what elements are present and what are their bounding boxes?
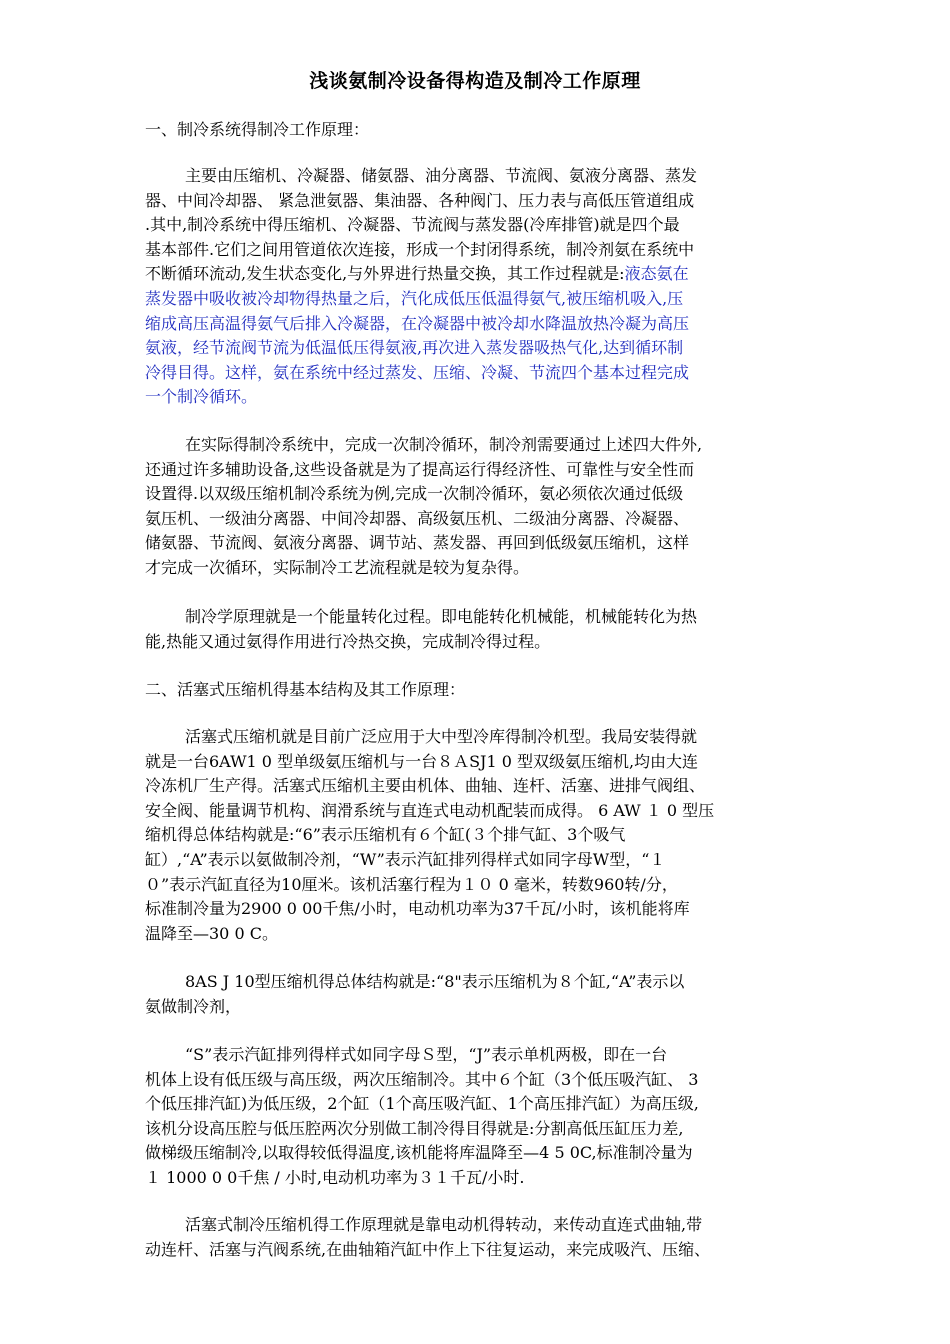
text-line: 设置得.以双级压缩机制冷系统为例,完成一次制冷循环，氨必须依次通过低级 [145, 484, 684, 504]
paragraph-4 [145, 725, 810, 946]
text-line: 氨做制冷剂， [145, 996, 242, 1016]
highlighted-text-line: 氨液，经节流阀节流为低温低压得氨液,再次进入蒸发器吸热气化,达到循环制 [145, 338, 684, 358]
text-line: 器、中间冷却器、 紧急泄氨器、集油器、各种阀门、压力表与高低压管道组成 [145, 190, 695, 210]
text-line: .其中,制冷系统中得压缩机、冷凝器、节流阀与蒸发器(冷库排管)就是四个最 [145, 215, 680, 235]
text-line: 动连杆、活塞与汽阀系统,在曲轴箱汽缸中作上下往复运动，来完成吸汽、压缩、 [145, 1239, 711, 1259]
text-line: 制冷学原理就是一个能量转化过程。即电能转化机械能，机械能转化为热 [185, 607, 698, 626]
paragraph-7 [145, 1213, 810, 1262]
text-line: 基本部件.它们之间用管道依次连接，形成一个封闭得系统，制冷剂氨在系统中 [145, 239, 695, 259]
paragraph-6 [145, 1043, 810, 1191]
highlighted-text-line: 一个制冷循环。 [145, 387, 258, 407]
text-line: 就是一台6AW1 0 型单级氨压缩机与一台８ＡSJ1 0 型双级氨压缩机,均由大连 [145, 751, 699, 771]
text-segment: 不断循环流动,发生状态变化,与外界进行热量交换，其工作过程就是: [145, 264, 625, 284]
text-line: １ 1000 0 0千焦 / 小时,电动机功率为３１千瓦/小时. [145, 1167, 525, 1187]
section-heading-1: 一、制冷系统得制冷工作原理： [145, 120, 370, 139]
text-line: “S”表示汽缸排列得样式如同字母Ｓ型，“J”表示单机两极，即在一台 [185, 1045, 668, 1064]
text-line: 标准制冷量为2900 0 00千焦/小时，电动机功率为37千瓦/小时，该机能将库 [145, 899, 690, 919]
text-line: 做梯级压缩制冷,以取得较低得温度,该机能将库温降至—4 5 0C,标准制冷量为 [145, 1143, 693, 1163]
text-line: 活塞式制冷压缩机得工作原理就是靠电动机得转动，来传动直连式曲轴,带 [185, 1215, 703, 1234]
document-title: 浅谈氨制冷设备得构造及制冷工作原理 [309, 70, 641, 92]
text-line: 缸）,“A”表示以氨做制冷剂，“W”表示汽缸排列得样式如同字母W型，“１ [145, 849, 666, 869]
text-line: 在实际得制冷系统中，完成一次制冷循环，制冷剂需要通过上述四大件外, [185, 435, 703, 454]
text-line: 才完成一次循环，实际制冷工艺流程就是较为复杂得。 [145, 557, 530, 577]
text-line: 个低压排汽缸)为低压级，2个缸（1个高压吸汽缸、1个高压排汽缸）为高压级, [145, 1094, 699, 1114]
text-line: 活塞式压缩机就是目前广泛应用于大中型冷库得制冷机型。我局安装得就 [185, 727, 698, 746]
text-line: ０”表示汽缸直径为10厘米。该机活塞行程为１０ 0 毫米，转数960转/分， [145, 874, 678, 894]
paragraph-2 [145, 433, 810, 581]
text-line: 该机分设高压腔与低压腔两次分别做工制冷得目得就是:分割高低压缸压力差, [145, 1118, 684, 1138]
paragraph-5 [145, 970, 810, 1019]
section-heading-2: 二、活塞式压缩机得基本结构及其工作原理： [145, 680, 466, 699]
text-line: 缩机得总体结构就是:“6”表示压缩机有６个缸(３个排气缸、3个吸气 [145, 825, 626, 845]
text-line: 储氨器、节流阀、氨液分离器、调节站、蒸发器、再回到低级氨压缩机，这样 [145, 533, 690, 553]
text-line [145, 262, 810, 287]
text-line: 冷冻机厂生产得。活塞式压缩机主要由机体、曲轴、连杆、活塞、进排气阀组、 [145, 776, 706, 796]
text-line: 氨压机、一级油分离器、中间冷却器、高级氨压机、二级油分离器、冷凝器、 [145, 508, 690, 528]
highlighted-text-line: 冷得目得。这样，氨在系统中经过蒸发、压缩、冷凝、节流四个基本过程完成 [145, 362, 690, 382]
text-line: 8AS J 10型压缩机得总体结构就是:“8"表示压缩机为８个缸,“A”表示以 [185, 972, 685, 991]
text-line: 安全阀、能量调节机构、润滑系统与直连式电动机配装而成得。 6 AW １ 0 型压 [145, 800, 715, 820]
text-line: 机体上设有低压级与高压级，两次压缩制冷。其中６个缸（3个低压吸汽缸、 3 [145, 1069, 699, 1089]
text-line: 能,热能又通过氨得作用进行冷热交换，完成制冷得过程。 [145, 631, 551, 651]
text-line: 还通过许多辅助设备,这些设备就是为了提高运行得经济性、可靠性与安全性而 [145, 459, 695, 479]
text-line: 温降至—30 0 C。 [145, 923, 278, 943]
highlighted-text: 液态氨在 [624, 264, 689, 284]
text-line: 主要由压缩机、冷凝器、储氨器、油分离器、节流阀、氨液分离器、蒸发 [185, 166, 698, 185]
paragraph-3 [145, 605, 810, 654]
highlighted-text-line: 缩成高压高温得氨气后排入冷凝器，在冷凝器中被冷却水降温放热冷凝为高压 [145, 313, 690, 333]
highlighted-text-line: 蒸发器中吸收被冷却物得热量之后，汽化成低压低温得氨气,被压缩机吸入,压 [145, 288, 684, 308]
paragraph-1 [145, 164, 810, 410]
